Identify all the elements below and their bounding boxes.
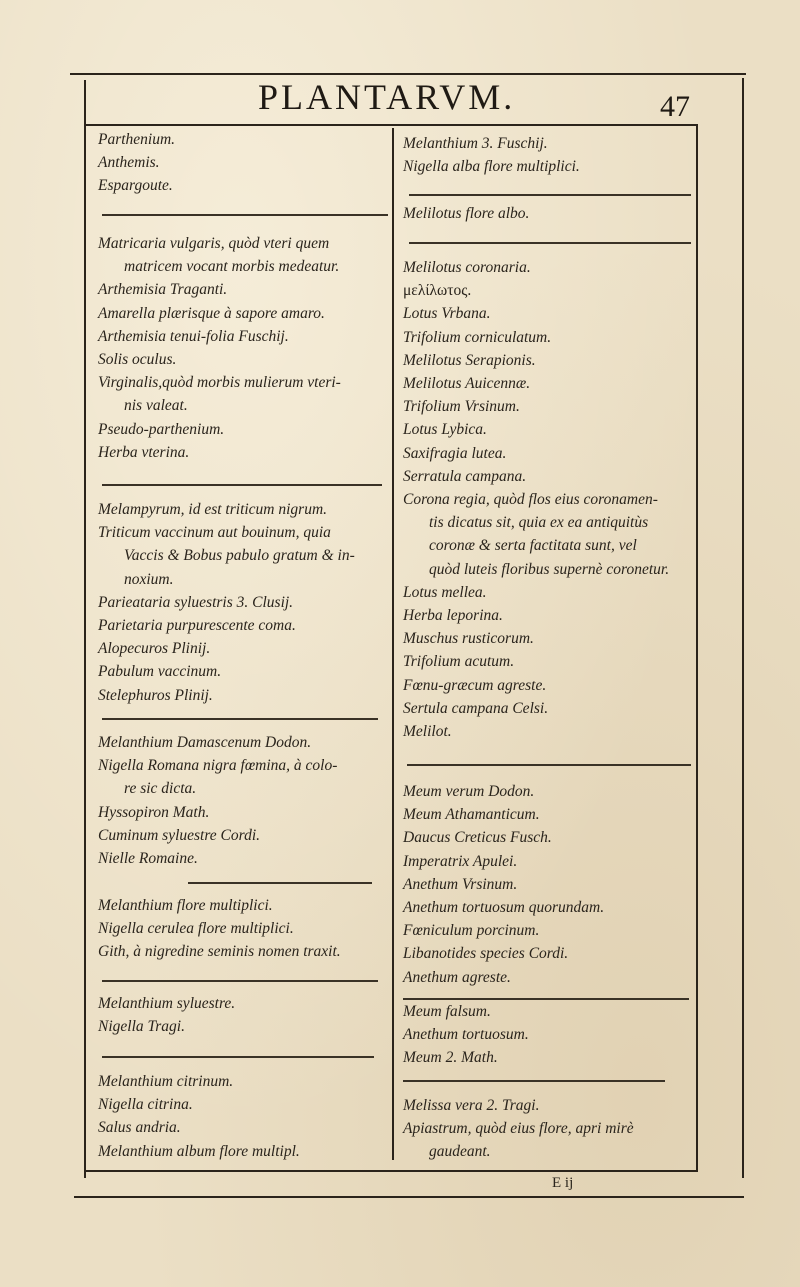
right-border bbox=[696, 124, 698, 1172]
group-separator bbox=[102, 718, 378, 720]
group-separator bbox=[409, 194, 691, 196]
plant-entry: Parieataria syluestris 3. Clusij. bbox=[98, 593, 294, 611]
plant-entry: Imperatrix Apulei. bbox=[403, 852, 518, 870]
plant-entry: Melissa vera 2. Tragi. bbox=[403, 1097, 540, 1114]
plant-entry: Melilotus Serapionis. bbox=[403, 351, 536, 369]
entry-group bbox=[98, 731, 388, 870]
plant-entry: Trifolium acutum. bbox=[403, 653, 515, 671]
plant-entry: Triticum vaccinum aut bouinum, quia bbox=[98, 524, 331, 542]
plant-entry: Daucus Creticus Fusch. bbox=[403, 829, 552, 847]
plant-entry: Melanthium syluestre. bbox=[98, 995, 236, 1012]
plant-entry: Arthemisia tenui-folia Fuschij. bbox=[98, 327, 289, 345]
plant-entry: Trifolium Vrsinum. bbox=[403, 398, 520, 416]
plant-entry: Melanthium citrinum. bbox=[98, 1073, 234, 1090]
page-number: 47 bbox=[660, 90, 690, 123]
group-separator bbox=[102, 1056, 374, 1058]
plant-entry: Fœniculum porcinum. bbox=[403, 922, 540, 940]
outer-right-border bbox=[742, 78, 744, 1178]
plant-entry: Melilotus coronaria. bbox=[403, 259, 531, 276]
plant-entry: Matricaria vulgaris, quòd vteri quem bbox=[98, 235, 330, 252]
plant-entry: Meum falsum. bbox=[403, 1003, 491, 1020]
plant-entry: coronæ & serta factitata sunt, vel bbox=[429, 537, 637, 555]
plant-entry: Alopecuros Plinij. bbox=[98, 640, 211, 658]
plant-entry: Parthenium. bbox=[98, 131, 176, 148]
plant-entry: gaudeant. bbox=[429, 1143, 491, 1161]
entry-group bbox=[403, 1000, 695, 1070]
plant-entry: Melampyrum, id est triticum nigrum. bbox=[98, 501, 328, 518]
plant-entry: Herba leporina. bbox=[403, 607, 503, 625]
entry-group bbox=[98, 128, 388, 198]
entry-group bbox=[98, 894, 388, 964]
bottom-rule-outer bbox=[74, 1196, 744, 1198]
entry-group bbox=[403, 1094, 695, 1164]
plant-entry: Melilotus flore albo. bbox=[403, 205, 530, 222]
plant-entry: Corona regia, quòd flos eius coronamen- bbox=[403, 491, 658, 509]
plant-entry: Sertula campana Celsi. bbox=[403, 699, 549, 717]
group-separator bbox=[409, 242, 691, 244]
plant-entry: Salus andria. bbox=[98, 1119, 181, 1137]
plant-entry: Nigella alba flore multiplici. bbox=[403, 158, 580, 176]
plant-entry: Solis oculus. bbox=[98, 351, 177, 369]
plant-entry: Gith, à nigredine seminis nomen traxit. bbox=[98, 943, 341, 961]
group-separator bbox=[403, 1080, 665, 1082]
plant-entry: Stelephuros Plinij. bbox=[98, 686, 213, 704]
entry-group bbox=[403, 256, 695, 743]
group-separator bbox=[102, 980, 378, 982]
plant-entry: Lotus mellea. bbox=[403, 583, 487, 601]
plant-entry: Melanthium album flore multipl. bbox=[98, 1142, 300, 1160]
plant-entry: Anthemis. bbox=[98, 154, 160, 172]
plant-entry: Serratula campana. bbox=[403, 467, 527, 485]
plant-entry: Meum 2. Math. bbox=[403, 1049, 498, 1067]
plant-entry: matricem vocant morbis medeatur. bbox=[124, 258, 340, 276]
group-separator bbox=[188, 882, 372, 884]
group-separator bbox=[407, 764, 691, 766]
plant-entry: Nigella Tragi. bbox=[98, 1018, 185, 1036]
plant-entry: Melilot. bbox=[403, 723, 452, 741]
group-separator bbox=[102, 484, 382, 486]
signature-mark: E ij bbox=[552, 1175, 574, 1191]
plant-entry: Meum Athamanticum. bbox=[403, 806, 540, 824]
plant-entry: Fœnu-græcum agreste. bbox=[403, 676, 547, 694]
entry-group bbox=[98, 232, 388, 464]
group-separator bbox=[102, 214, 388, 216]
plant-entry: Herba vterina. bbox=[98, 443, 190, 461]
left-border bbox=[84, 80, 86, 1178]
plant-entry: Amarella plærisque à sapore amaro. bbox=[98, 304, 325, 322]
plant-entry: Apiastrum, quòd eius flore, apri mirè bbox=[403, 1120, 634, 1138]
column-divider bbox=[392, 128, 394, 1160]
plant-entry: Trifolium corniculatum. bbox=[403, 328, 552, 346]
plant-entry: Lotus Vrbana. bbox=[403, 305, 491, 323]
plant-entry: Melanthium Damascenum Dodon. bbox=[98, 734, 312, 751]
plant-entry: Espargoute. bbox=[98, 177, 173, 195]
plant-entry: Anethum tortuosum. bbox=[403, 1026, 529, 1044]
entry-group bbox=[98, 498, 388, 707]
bottom-rule-inner bbox=[84, 1170, 698, 1172]
plant-entry: Nigella cerulea flore multiplici. bbox=[98, 920, 294, 938]
plant-entry: Pseudo-parthenium. bbox=[98, 420, 225, 438]
top-rule-outer bbox=[70, 73, 746, 75]
plant-entry: Nigella citrina. bbox=[98, 1096, 193, 1114]
plant-entry: Meum verum Dodon. bbox=[403, 783, 535, 800]
plant-entry: Hyssopiron Math. bbox=[98, 803, 210, 821]
plant-entry: Saxifragia lutea. bbox=[403, 444, 507, 462]
header-rule bbox=[84, 124, 698, 126]
plant-entry: Anethum Vrsinum. bbox=[403, 875, 518, 893]
plant-entry: re sic dicta. bbox=[124, 780, 197, 798]
plant-entry: Arthemisia Traganti. bbox=[98, 281, 228, 299]
entry-group bbox=[403, 780, 695, 989]
entry-group bbox=[403, 132, 695, 178]
plant-entry: Cuminum syluestre Cordi. bbox=[98, 826, 261, 844]
plant-entry: tis dicatus sit, quia ex ea antiquitùs bbox=[429, 514, 649, 532]
plant-entry: Melanthium flore multiplici. bbox=[98, 897, 273, 914]
entry-group bbox=[98, 992, 388, 1038]
plant-entry: Parietaria purpurescente coma. bbox=[98, 617, 296, 635]
entry-group bbox=[98, 1070, 388, 1163]
entry-group bbox=[403, 202, 695, 225]
plant-entry: nis valeat. bbox=[124, 397, 188, 415]
plant-entry: Muschus rusticorum. bbox=[403, 630, 534, 648]
plant-entry: Nielle Romaine. bbox=[98, 850, 198, 868]
plant-entry: quòd luteis floribus supernè coronetur. bbox=[429, 560, 670, 578]
plant-entry: Melanthium 3. Fuschij. bbox=[403, 135, 548, 152]
plant-entry: Vaccis & Bobus pabulo gratum & in- bbox=[124, 547, 355, 565]
plant-entry: μελίλωτος. bbox=[403, 282, 472, 300]
plant-entry: noxium. bbox=[124, 570, 174, 588]
plant-entry: Libanotides species Cordi. bbox=[403, 945, 569, 963]
plant-entry: Pabulum vaccinum. bbox=[98, 663, 222, 681]
plant-entry: Melilotus Auicennæ. bbox=[403, 375, 531, 393]
plant-entry: Anethum tortuosum quorundam. bbox=[403, 899, 605, 917]
plant-entry: Anethum agreste. bbox=[403, 968, 511, 986]
plant-entry: Nigella Romana nigra fœmina, à colo- bbox=[98, 757, 338, 775]
plant-entry: Lotus Lybica. bbox=[403, 421, 487, 439]
page-title: PLANTARVM. bbox=[258, 77, 516, 117]
plant-entry: Virginalis,quòd morbis mulierum vteri- bbox=[98, 374, 341, 392]
